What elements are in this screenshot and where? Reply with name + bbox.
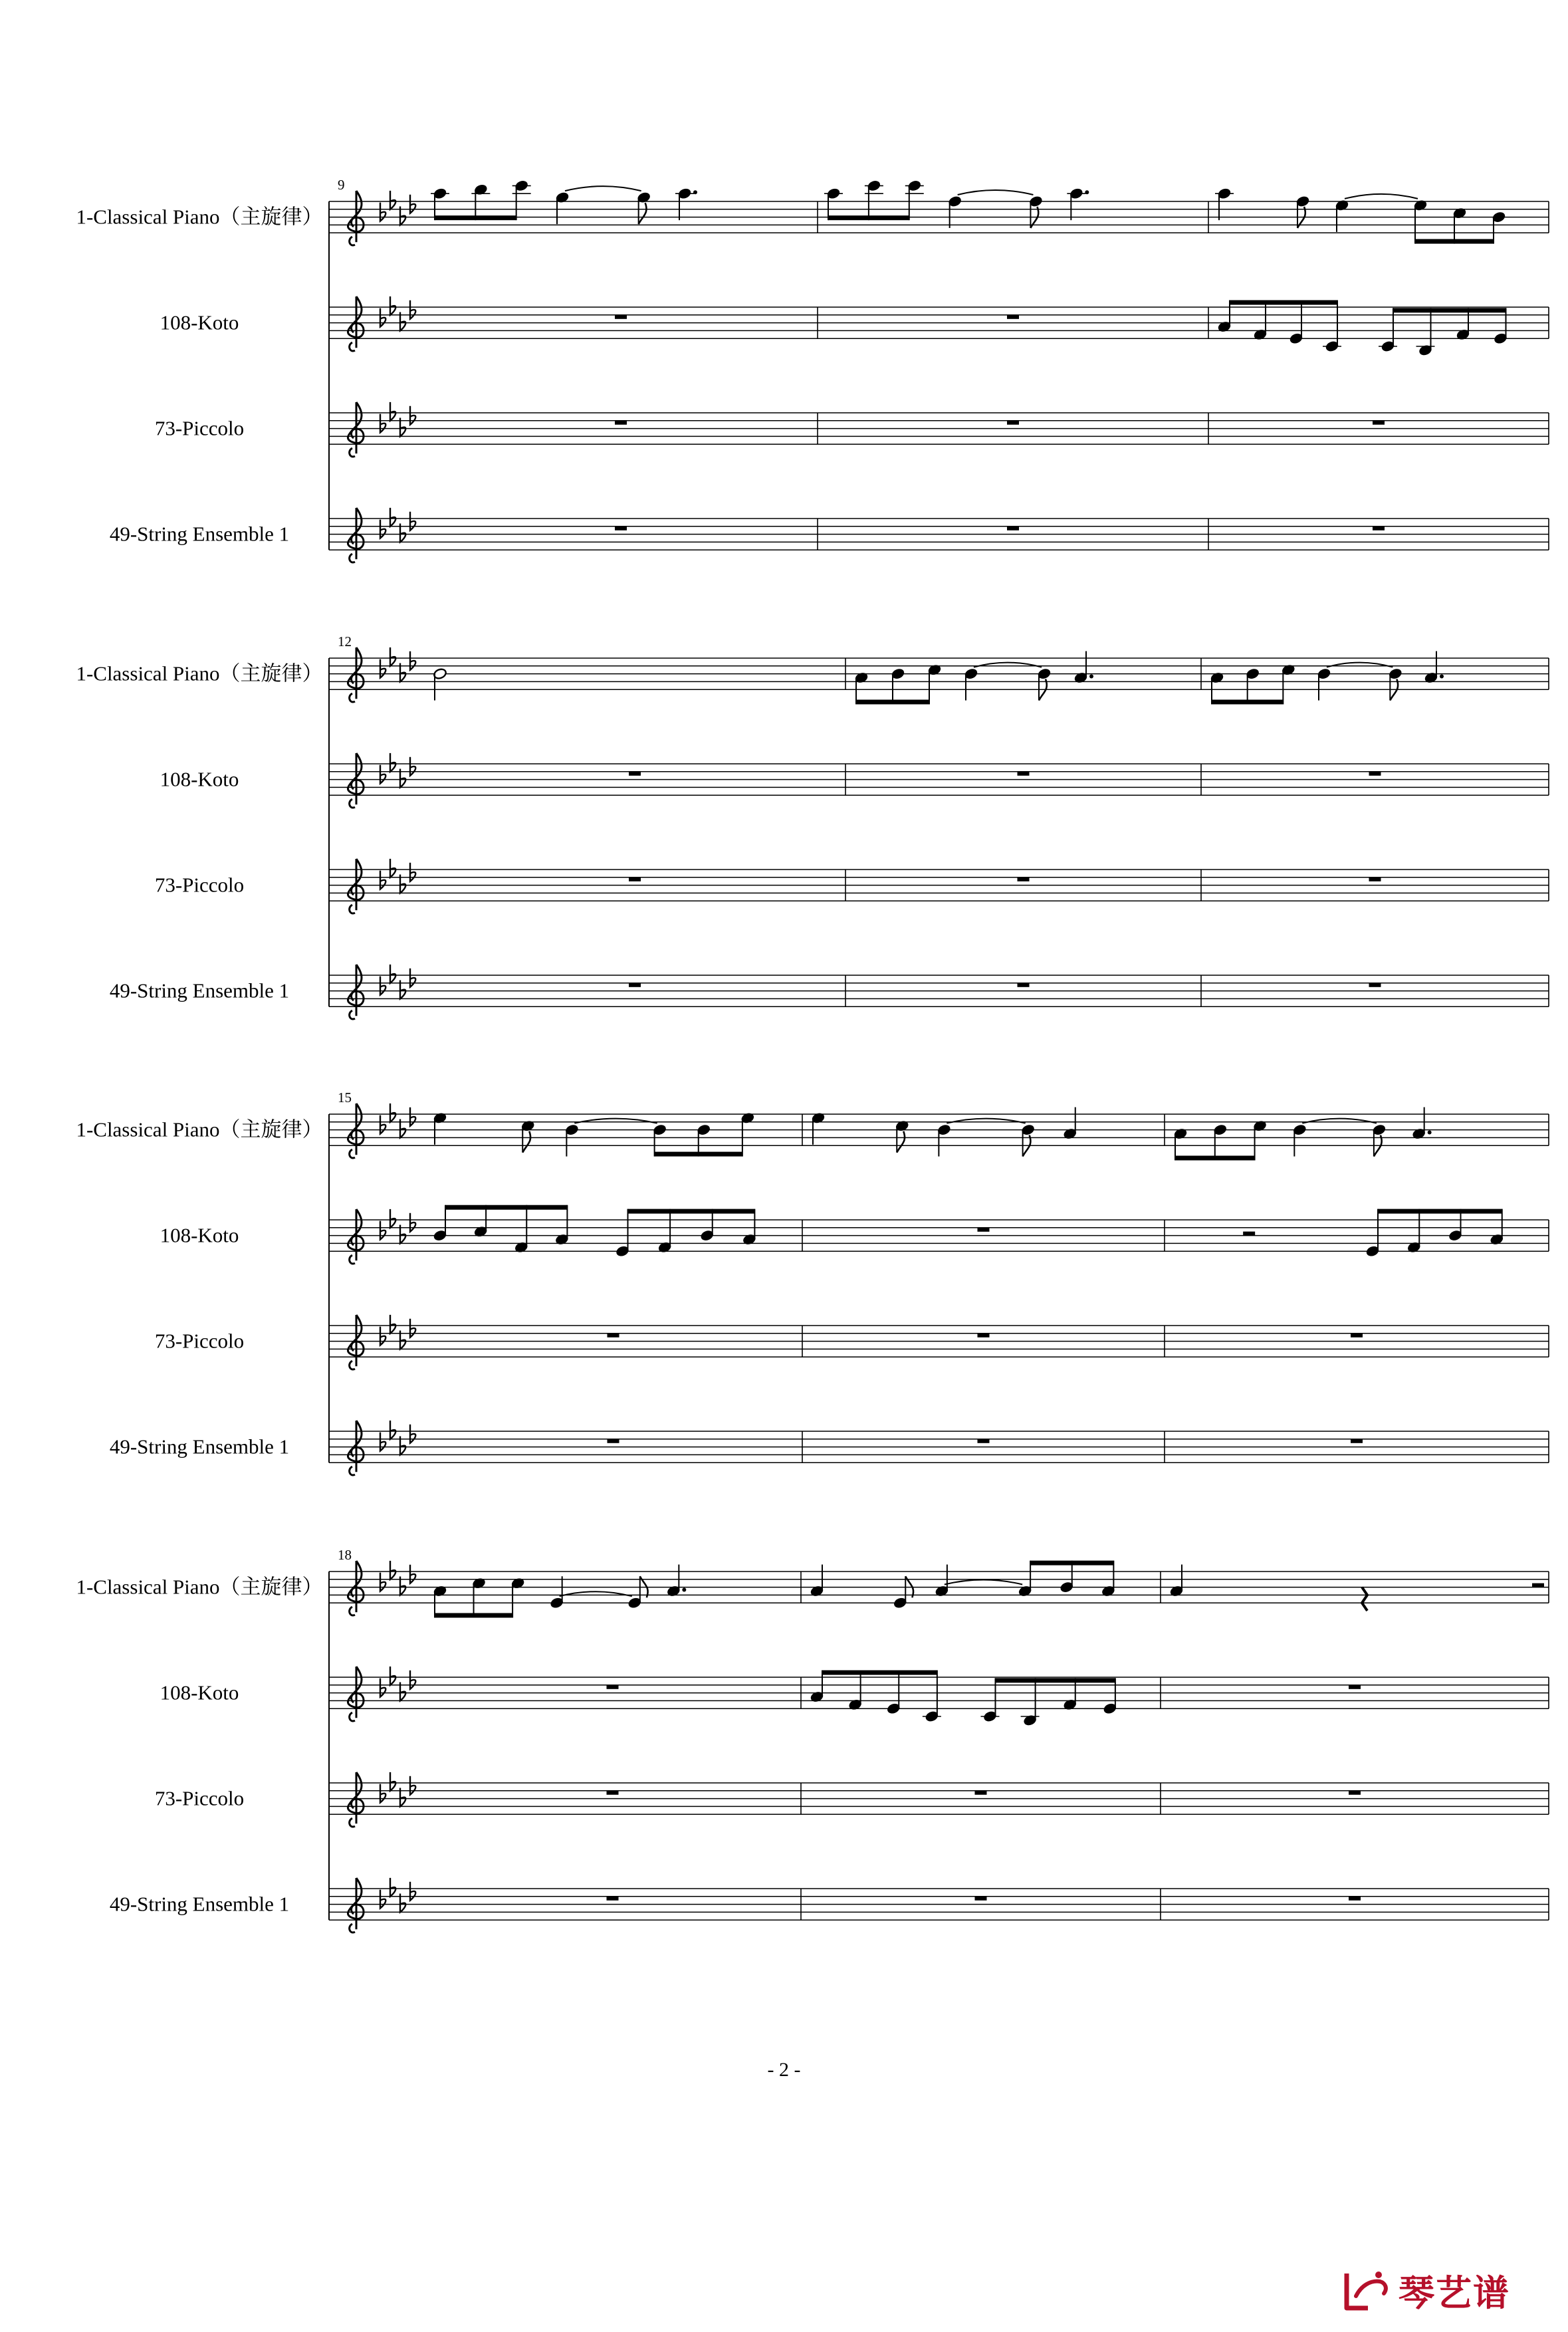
- dot: [1440, 675, 1444, 679]
- treble-clef-icon: [348, 1561, 364, 1615]
- instrument-label: 73-Piccolo: [154, 1329, 245, 1353]
- flat-icon: [410, 1425, 415, 1443]
- flat-icon: [410, 969, 415, 987]
- dot: [1428, 1131, 1432, 1135]
- half-rest: [1532, 1583, 1544, 1587]
- treble-clef-icon: [348, 508, 364, 562]
- flat-icon: [380, 1115, 386, 1134]
- whole-rest: [1351, 1439, 1363, 1443]
- beam: [1230, 300, 1337, 305]
- instrument-label: 1-Classical Piano（主旋律）: [76, 205, 323, 229]
- tie: [958, 190, 1034, 195]
- flat-icon: [380, 203, 386, 221]
- whole-rest: [1373, 421, 1385, 425]
- flat-icon: [410, 1213, 415, 1232]
- flat-icon: [390, 296, 395, 315]
- beam: [1393, 308, 1506, 312]
- treble-clef-path: [348, 965, 364, 1019]
- flat-icon: [390, 402, 395, 421]
- treble-clef-path: [348, 1209, 364, 1264]
- whole-rest: [607, 1897, 619, 1901]
- flat-icon: [380, 1573, 386, 1591]
- instrument-label: 108-Koto: [160, 310, 239, 334]
- treble-clef-path: [348, 1315, 364, 1369]
- dot: [682, 1588, 686, 1592]
- flat-icon: [390, 647, 395, 666]
- instrument-label: 49-String Ensemble 1: [109, 1892, 290, 1916]
- whole-rest: [608, 1439, 619, 1443]
- instrument-label: 108-Koto: [160, 1681, 239, 1704]
- flat-icon: [390, 1667, 395, 1685]
- flat-icon: [390, 753, 395, 772]
- flag: [897, 1131, 905, 1153]
- flat-icon: [390, 965, 395, 983]
- treble-clef-path: [348, 1667, 364, 1721]
- tie: [1345, 194, 1418, 199]
- flat-icon: [410, 651, 415, 670]
- instrument-label: 108-Koto: [160, 1223, 239, 1247]
- instrument-label: 73-Piccolo: [154, 873, 245, 897]
- flat-icon: [380, 1784, 386, 1803]
- flat-icon: [390, 1878, 395, 1897]
- flat-icon: [410, 1108, 415, 1126]
- flat-icon: [410, 1776, 415, 1795]
- whole-rest: [1349, 1897, 1361, 1901]
- beam: [435, 215, 516, 220]
- beam: [822, 1671, 937, 1675]
- treble-clef-icon: [348, 1878, 364, 1932]
- flag: [522, 1131, 530, 1153]
- dot: [693, 190, 697, 194]
- treble-clef-icon: [348, 1421, 364, 1475]
- whole-rest: [1369, 772, 1381, 776]
- treble-clef-path: [348, 1878, 364, 1932]
- measure-number: 18: [338, 1547, 352, 1563]
- instrument-label: 1-Classical Piano（主旋律）: [76, 1117, 323, 1141]
- treble-clef-icon: [348, 402, 364, 457]
- instrument-label: 108-Koto: [160, 767, 239, 791]
- whole-rest: [629, 772, 641, 776]
- flat-icon: [410, 1671, 415, 1689]
- flat-icon: [390, 508, 395, 526]
- treble-clef-icon: [348, 859, 364, 913]
- whole-rest: [1018, 772, 1030, 776]
- whole-rest: [978, 1228, 990, 1232]
- whole-rest: [615, 421, 627, 425]
- beam: [1378, 1209, 1502, 1214]
- flat-icon: [390, 859, 395, 877]
- measure-number: 12: [338, 634, 352, 649]
- flat-icon: [390, 1209, 395, 1228]
- flat-icon: [390, 1421, 395, 1439]
- flat-icon: [410, 1882, 415, 1901]
- flat-icon: [380, 765, 386, 784]
- watermark: [1341, 2264, 1554, 2317]
- whole-rest: [1351, 1334, 1363, 1338]
- flat-icon: [380, 1890, 386, 1909]
- treble-clef-path: [348, 1421, 364, 1475]
- treble-clef-icon: [348, 753, 364, 808]
- whole-rest: [1369, 983, 1381, 987]
- beam: [1175, 1156, 1255, 1161]
- flat-icon: [380, 1433, 386, 1451]
- flat-icon: [410, 512, 415, 530]
- beam: [655, 1152, 742, 1157]
- treble-clef-icon: [348, 1209, 364, 1264]
- flat-icon: [410, 1319, 415, 1338]
- flat-icon: [380, 871, 386, 889]
- beam: [435, 1613, 512, 1618]
- page-number: - 2 -: [767, 2059, 801, 2081]
- instrument-label: 73-Piccolo: [154, 1786, 245, 1810]
- dot: [1085, 190, 1089, 194]
- flat-icon: [380, 659, 386, 678]
- flat-icon: [380, 1679, 386, 1697]
- flat-icon: [390, 1104, 395, 1122]
- watermark-text: 琴艺谱: [1399, 2272, 1510, 2314]
- treble-clef-path: [348, 647, 364, 702]
- treble-clef-icon: [348, 191, 364, 245]
- qinyipu-logo-icon: [1341, 2267, 1395, 2313]
- whole-rest: [1007, 421, 1019, 425]
- beam: [1030, 1561, 1113, 1566]
- whole-rest: [629, 983, 641, 987]
- beam: [445, 1205, 567, 1210]
- flat-icon: [410, 195, 415, 213]
- instrument-label: 49-String Ensemble 1: [109, 1435, 290, 1458]
- beam: [628, 1209, 755, 1214]
- measure-number: 9: [338, 177, 345, 193]
- whole-rest: [629, 877, 641, 881]
- beam: [1415, 239, 1494, 244]
- whole-rest: [1373, 526, 1385, 530]
- treble-clef-path: [348, 753, 364, 808]
- whole-rest: [1018, 983, 1030, 987]
- whole-rest: [1349, 1685, 1361, 1689]
- whole-rest: [1369, 877, 1381, 881]
- flat-icon: [390, 1561, 395, 1579]
- flat-icon: [390, 191, 395, 209]
- flat-icon: [410, 1565, 415, 1583]
- whole-rest: [1018, 877, 1030, 881]
- flat-icon: [410, 406, 415, 425]
- quarter-rest: [1362, 1587, 1367, 1611]
- tie: [565, 186, 641, 191]
- treble-clef-icon: [348, 1772, 364, 1827]
- flat-icon: [380, 520, 386, 538]
- tie: [945, 1580, 1022, 1585]
- flat-icon: [380, 308, 386, 327]
- flat-icon: [390, 1315, 395, 1334]
- treble-clef-path: [348, 508, 364, 562]
- treble-clef-path: [348, 402, 364, 457]
- treble-clef-path: [348, 1772, 364, 1827]
- instrument-label: 49-String Ensemble 1: [109, 522, 290, 546]
- whole-rest: [1007, 315, 1019, 319]
- whole-rest: [975, 1791, 987, 1795]
- measure-number: 15: [338, 1090, 352, 1106]
- flat-icon: [380, 414, 386, 433]
- half-rest: [1243, 1232, 1255, 1236]
- treble-clef-icon: [348, 965, 364, 1019]
- whole-rest: [1007, 526, 1019, 530]
- treble-clef-path: [348, 296, 364, 351]
- treble-clef-icon: [348, 296, 364, 351]
- treble-clef-path: [348, 859, 364, 913]
- treble-clef-icon: [348, 1667, 364, 1721]
- whole-rest: [607, 1791, 619, 1795]
- beam: [1212, 700, 1283, 705]
- whole-rest: [615, 315, 627, 319]
- instrument-label: 73-Piccolo: [154, 416, 245, 440]
- beam: [996, 1678, 1115, 1683]
- treble-clef-path: [348, 191, 364, 245]
- whole-rest: [1349, 1791, 1361, 1795]
- instrument-label: 1-Classical Piano（主旋律）: [76, 661, 323, 685]
- dot: [1089, 675, 1093, 679]
- whole-rest: [975, 1897, 987, 1901]
- instrument-label: 1-Classical Piano（主旋律）: [76, 1575, 323, 1599]
- whole-rest: [978, 1334, 990, 1338]
- treble-clef-path: [348, 1104, 364, 1158]
- treble-clef-icon: [348, 1315, 364, 1369]
- whole-rest: [615, 526, 627, 530]
- flat-icon: [410, 300, 415, 319]
- instrument-label: 49-String Ensemble 1: [109, 979, 290, 1002]
- treble-clef-icon: [348, 1104, 364, 1158]
- flat-icon: [380, 1221, 386, 1240]
- whole-rest: [608, 1334, 619, 1338]
- beam: [856, 700, 929, 705]
- treble-clef-path: [348, 1561, 364, 1615]
- beam: [828, 215, 909, 220]
- whole-rest: [978, 1439, 990, 1443]
- flat-icon: [380, 977, 386, 995]
- flat-icon: [410, 863, 415, 881]
- treble-clef-icon: [348, 647, 364, 702]
- flat-icon: [380, 1327, 386, 1345]
- whole-rest: [607, 1685, 619, 1689]
- flat-icon: [410, 757, 415, 776]
- flag: [639, 203, 647, 224]
- flat-icon: [390, 1772, 395, 1791]
